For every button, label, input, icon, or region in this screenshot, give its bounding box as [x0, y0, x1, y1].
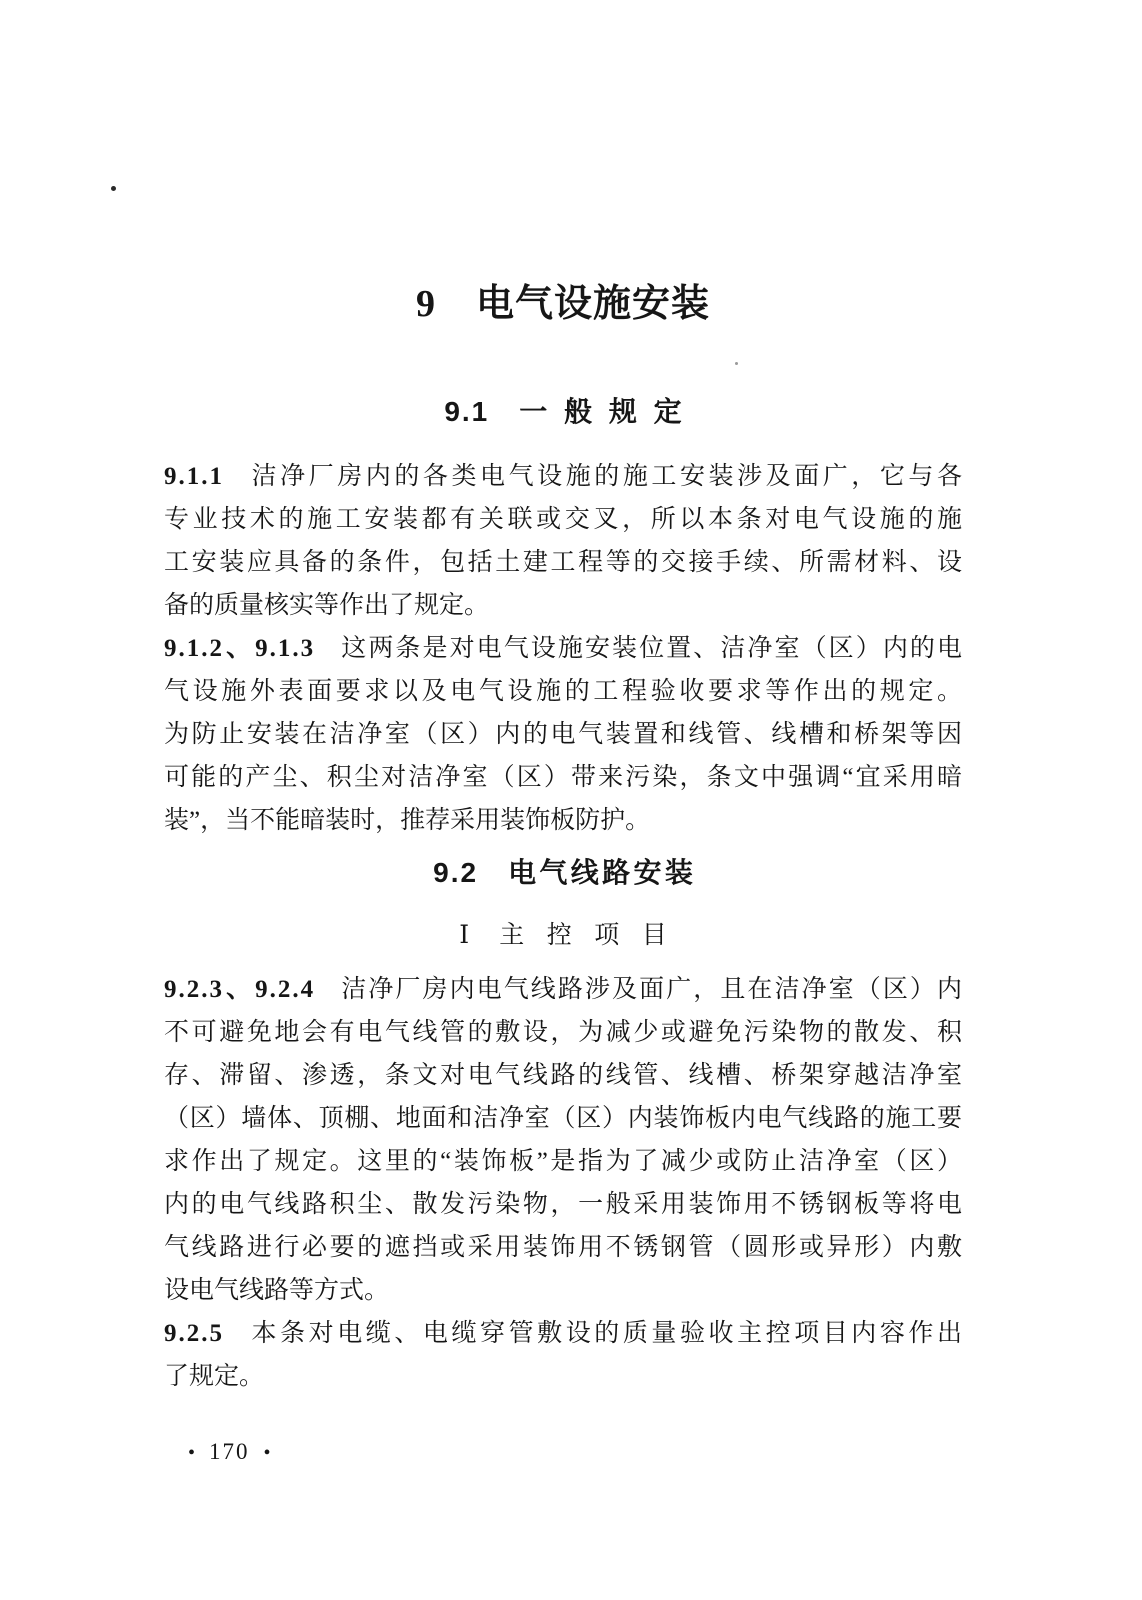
section-title: 电气线路安装	[508, 857, 697, 888]
clause-text: 洁净厂房内电气线路涉及面广，且在洁净室（区）内	[339, 976, 962, 1003]
text-line: 备的质量核实等作出了规定。	[164, 592, 490, 619]
chapter-title	[164, 283, 962, 325]
text-line: 可能的产尘、积尘对洁净室（区）带来污染，条文中强调“宜采用暗	[164, 764, 962, 791]
section-heading-9-1	[164, 397, 962, 427]
text-line: 设电气线路等方式。	[164, 1277, 390, 1304]
subsection-heading-master-control-items	[164, 921, 962, 951]
clause-9-1-2-9-1-3	[164, 627, 962, 842]
subsection-numeral: Ⅰ	[459, 922, 470, 949]
text-line: 为防止安装在洁净室（区）内的电气装置和线管、线槽和桥架等因	[164, 721, 962, 748]
footer-dot: •	[188, 1442, 196, 1464]
section-number: 9.2	[433, 857, 479, 888]
text-line: 装”，当不能暗装时，推荐采用装饰板防护。	[164, 807, 651, 834]
clause-number: 9.2.3、9.2.4	[164, 976, 316, 1003]
chapter-number: 9	[415, 283, 436, 325]
clause-text: 这两条是对电气设施安装位置、洁净室（区）内的电	[339, 635, 962, 662]
text-line: 求作出了规定。这里的“装饰板”是指为了减少或防止洁净室（区）	[164, 1148, 962, 1175]
page-number-text: 170	[209, 1439, 250, 1464]
section-number: 9.1	[444, 396, 490, 427]
text-line	[164, 968, 962, 1011]
ink-speck	[735, 362, 738, 365]
clause-number: 9.2.5	[164, 1320, 224, 1347]
clause-text: 洁净厂房内的各类电气设施的施工安装涉及面广，它与各	[248, 463, 962, 490]
clause-number: 9.1.1	[164, 463, 224, 490]
text-line: 气设施外表面要求以及电气设施的工程验收要求等作出的规定。	[164, 678, 962, 705]
clause-9-1-1	[164, 455, 962, 627]
section-heading-9-2	[164, 858, 962, 888]
page-number	[188, 1439, 271, 1465]
text-line: 专业技术的施工安装都有关联或交叉，所以本条对电气设施的施	[164, 506, 962, 533]
text-line: （区）墙体、顶棚、地面和洁净室（区）内装饰板内电气线路的施工要	[164, 1105, 962, 1132]
section-title: 一般规定	[519, 396, 699, 427]
text-line	[164, 455, 962, 498]
clause-number: 9.1.2、9.1.3	[164, 635, 316, 662]
text-line: 存、滞留、渗透，条文对电气线路的线管、线槽、桥架穿越洁净室	[164, 1062, 962, 1089]
text-line: 内的电气线路积尘、散发污染物，一般采用装饰用不锈钢板等将电	[164, 1191, 962, 1218]
clause-9-2-3-9-2-4	[164, 968, 962, 1312]
text-line: 不可避免地会有电气线管的敷设，为减少或避免污染物的散发、积	[164, 1019, 962, 1046]
text-line	[164, 1312, 962, 1355]
text-line: 气线路进行必要的遮挡或采用装饰用不锈钢管（圆形或异形）内敷	[164, 1234, 962, 1261]
ink-speck	[111, 186, 116, 191]
footer-dot: •	[263, 1442, 271, 1464]
text-line	[164, 627, 962, 670]
subsection-title: 主控项目	[499, 922, 690, 949]
chapter-title-text: 电气设施安装	[475, 283, 710, 325]
clause-text: 本条对电缆、电缆穿管敷设的质量验收主控项目内容作出	[248, 1320, 962, 1347]
clause-9-2-5	[164, 1312, 962, 1398]
text-line: 工安装应具备的条件，包括土建工程等的交接手续、所需材料、设	[164, 549, 962, 576]
text-line: 了规定。	[164, 1363, 265, 1390]
